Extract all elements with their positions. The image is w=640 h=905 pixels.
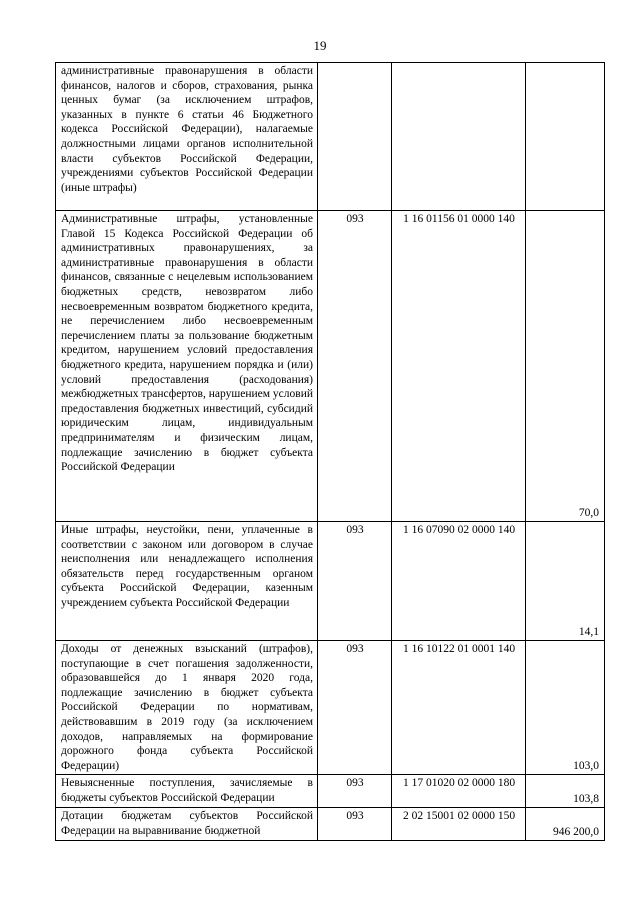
administrator-code-cell — [318, 63, 392, 211]
table-row — [56, 808, 605, 841]
budget-classification-code-cell: 1 16 07090 02 0000 140 — [392, 522, 526, 641]
budget-classification-code-cell: 1 16 10122 01 0001 140 — [392, 641, 526, 775]
page-number: 19 — [313, 38, 327, 53]
revenue-name-cell: Иные штрафы, неустойки, пени, уплаченные в соответствии с законом или договором в случае неисполнения или ненадлежащего исполнения обязательств перед государственным органом субъекта Российской Федерации, казенным учреждением субъекта Российской Федерации — [56, 522, 318, 641]
revenue-name-cell: Доходы от денежных взысканий (штрафов), поступающие в счет погашения задолженности, образовавшейся до 1 января 2020 года, подлежащие зачислению в бюджет субъекта Российской Федерации по нормативам, действовавшим в 2019 году (за исключением доходов, направляемых на формирование дорожного фонда субъекта Российской Федерации) — [56, 641, 318, 775]
revenue-name-cell: Административные штрафы, установленные Главой 15 Кодекса Российской Федерации об административных правонарушениях, за административные правонарушения в области финансов, связанные с нецелевым использованием бюджетных средств, невозвратом либо несвоевременным возвратом бюджетного кредита, не перечислением либо несвоевременным перечислением платы за пользование бюджетным кредитом, нарушением условий предоставления бюджетного кредита, нарушением порядка и (или) условий предоставления (расходования) межбюджетных трансфертов, нарушением условий предоставления бюджетных инвестиций, субсидий юридическим лицам, индивидуальным предпринимателям и физическим лицам, подлежащие зачислению в бюджет субъекта Российской Федерации — [56, 211, 318, 522]
budget-classification-code-cell: 2 02 15001 02 0000 150 — [392, 808, 526, 841]
administrator-code-cell: 093 — [318, 808, 392, 841]
administrator-code-cell: 093 — [318, 775, 392, 808]
revenue-name-cell: Дотации бюджетам субъектов Российской Федерации на выравнивание бюджетной — [56, 808, 318, 841]
table-row — [56, 775, 605, 808]
amount-cell — [526, 63, 605, 211]
amount-cell: 103,8 — [526, 775, 605, 808]
administrator-code-cell: 093 — [318, 211, 392, 522]
administrator-code-cell: 093 — [318, 641, 392, 775]
table-row — [56, 211, 605, 522]
amount-cell: 103,0 — [526, 641, 605, 775]
budget-classification-code-cell: 1 16 01156 01 0000 140 — [392, 211, 526, 522]
budget-classification-code-cell — [392, 63, 526, 211]
amount-cell: 14,1 — [526, 522, 605, 641]
administrator-code-cell: 093 — [318, 522, 392, 641]
amount-cell: 70,0 — [526, 211, 605, 522]
budget-revenue-table — [55, 62, 605, 841]
table-row — [56, 522, 605, 641]
revenue-name-cell: административные правонарушения в области финансов, налогов и сборов, страхования, рынка ценных бумаг (за исключением штрафов, указанных в пункте 6 статьи 46 Бюджетного кодекса Российской Федерации), налагаемые должностными лицами органов исполнительной власти субъектов Российской Федерации, учреждениями субъектов Российской Федерации (иные штрафы) — [56, 63, 318, 211]
table-row — [56, 641, 605, 775]
table-row — [56, 63, 605, 211]
revenue-name-cell: Невыясненные поступления, зачисляемые в бюджеты субъектов Российской Федерации — [56, 775, 318, 808]
budget-classification-code-cell: 1 17 01020 02 0000 180 — [392, 775, 526, 808]
amount-cell: 946 200,0 — [526, 808, 605, 841]
